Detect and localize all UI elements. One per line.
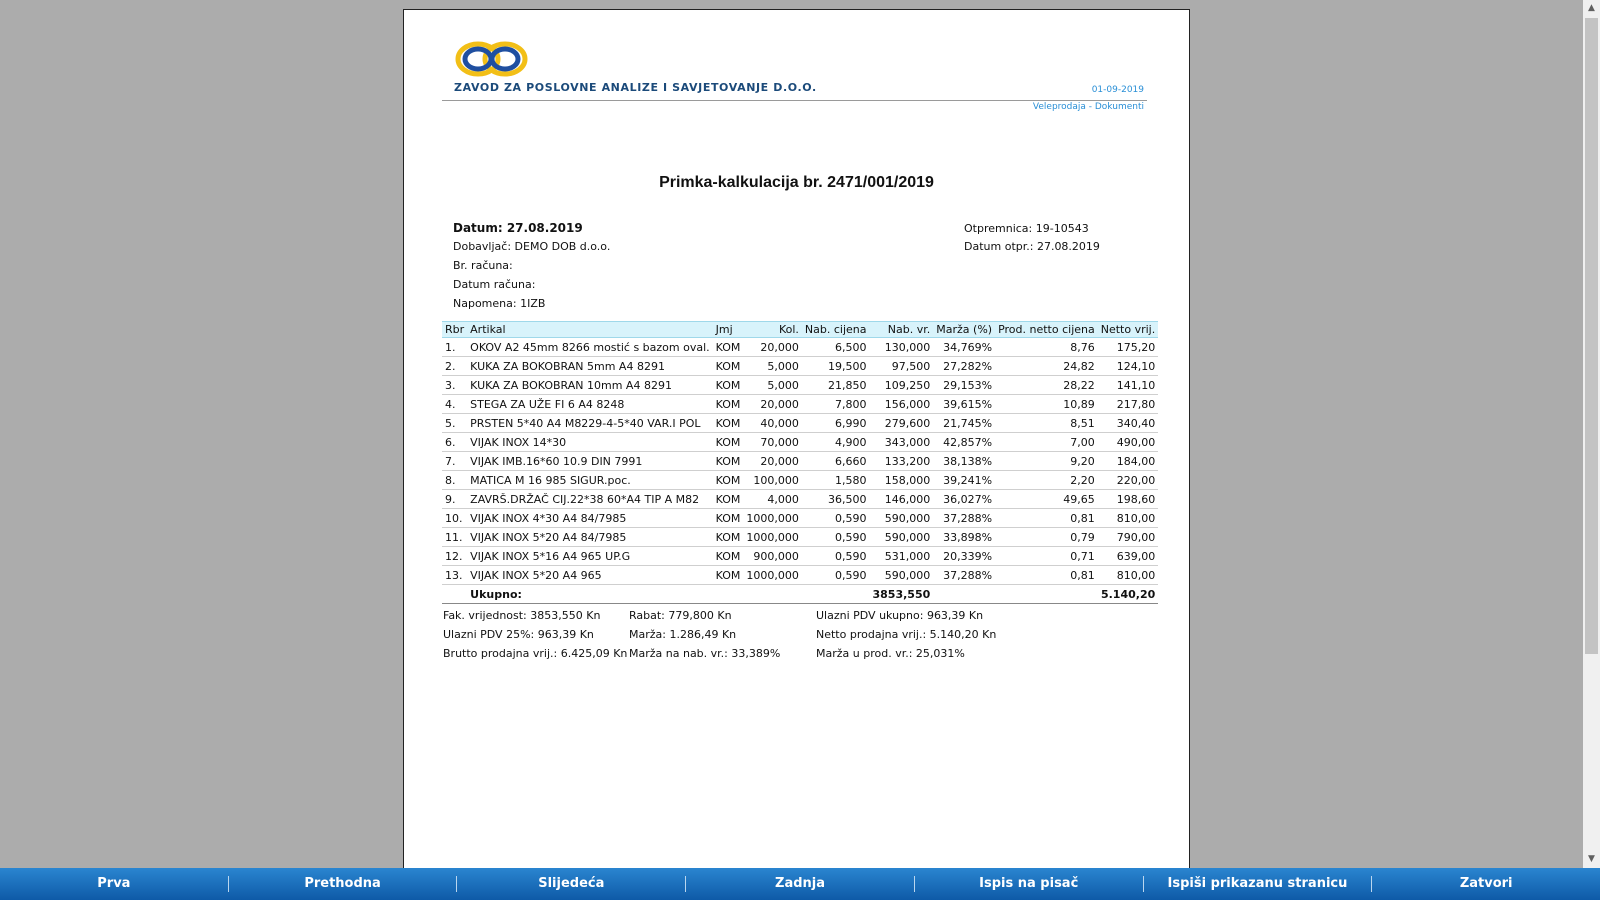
print-date: 01-09-2019 (1091, 85, 1144, 95)
table-cell: 184,00 (1098, 452, 1159, 471)
table-cell: VIJAK INOX 5*16 A4 965 UP.G (467, 547, 712, 566)
table-cell: 109,250 (870, 376, 934, 395)
table-cell: 490,00 (1098, 433, 1159, 452)
table-cell: 100,000 (743, 471, 802, 490)
table-cell: 343,000 (870, 433, 934, 452)
table-cell: 198,60 (1098, 490, 1159, 509)
table-cell: 7. (442, 452, 467, 471)
table-cell: KUKA ZA BOKOBRAN 10mm A4 8291 (467, 376, 712, 395)
table-cell: 8,76 (995, 338, 1098, 357)
table-cell: 130,000 (870, 338, 934, 357)
table-cell: 1,580 (802, 471, 870, 490)
table-cell: 97,500 (870, 357, 934, 376)
table-row (442, 452, 1158, 471)
table-cell: 39,241% (933, 471, 995, 490)
table-cell: 28,22 (995, 376, 1098, 395)
table-cell: 12. (442, 547, 467, 566)
table-cell: KOM (713, 490, 744, 509)
document-title: Primka-kalkulacija br. 2471/001/2019 (659, 174, 934, 191)
table-cell: 21,745% (933, 414, 995, 433)
table-cell: 24,82 (995, 357, 1098, 376)
col-header: Netto vrij. (1098, 322, 1159, 338)
table-row (442, 566, 1158, 585)
table-cell: KOM (713, 395, 744, 414)
table-cell: 124,10 (1098, 357, 1159, 376)
table-cell: 7,800 (802, 395, 870, 414)
table-cell: 0,590 (802, 528, 870, 547)
table-cell: 49,65 (995, 490, 1098, 509)
table-cell: 141,10 (1098, 376, 1159, 395)
table-row (442, 509, 1158, 528)
col-header: Artikal (467, 322, 712, 338)
summary-ulazni-pdv-25: Ulazni PDV 25%: 963,39 Kn (443, 628, 594, 641)
table-cell: 6,500 (802, 338, 870, 357)
table-cell: 531,000 (870, 547, 934, 566)
table-cell: KOM (713, 376, 744, 395)
table-cell: 4,000 (743, 490, 802, 509)
table-cell: VIJAK INOX 5*20 A4 84/7985 (467, 528, 712, 547)
col-header: Jmj (713, 322, 744, 338)
table-cell: ZAVRŠ.DRŽAČ CIJ.22*38 60*A4 TIP A M82 (467, 490, 712, 509)
table-cell: 8. (442, 471, 467, 490)
table-cell: VIJAK INOX 5*20 A4 965 (467, 566, 712, 585)
table-cell: 0,590 (802, 509, 870, 528)
table-cell: 10,89 (995, 395, 1098, 414)
table-cell: 27,282% (933, 357, 995, 376)
table-row (442, 395, 1158, 414)
col-header: Kol. (743, 322, 802, 338)
table-cell: 6. (442, 433, 467, 452)
report-section: Veleprodaja - Dokumenti (1032, 102, 1144, 112)
col-header: Nab. vr. (870, 322, 934, 338)
table-cell: KOM (713, 528, 744, 547)
table-cell: 20,339% (933, 547, 995, 566)
table-cell: 20,000 (743, 395, 802, 414)
table-cell: 0,81 (995, 566, 1098, 585)
table-row (442, 547, 1158, 566)
table-row (442, 376, 1158, 395)
previous-page-button[interactable]: Prethodna (228, 876, 457, 892)
scroll-down-icon[interactable]: ▼ (1588, 854, 1595, 864)
total-nab-vr: 3853,550 (870, 585, 934, 604)
table-cell: 6,990 (802, 414, 870, 433)
table-cell: 9. (442, 490, 467, 509)
table-cell: KOM (713, 433, 744, 452)
table-cell: 158,000 (870, 471, 934, 490)
table-cell: VIJAK INOX 14*30 (467, 433, 712, 452)
table-cell: 340,40 (1098, 414, 1159, 433)
scroll-up-icon[interactable]: ▲ (1588, 3, 1595, 13)
total-label: Ukupno: (467, 585, 712, 604)
table-cell: KUKA ZA BOKOBRAN 5mm A4 8291 (467, 357, 712, 376)
table-row (442, 490, 1158, 509)
supplier: Dobavljač: DEMO DOB d.o.o. (453, 240, 611, 253)
table-cell: 220,00 (1098, 471, 1159, 490)
table-cell: KOM (713, 566, 744, 585)
table-cell: 4. (442, 395, 467, 414)
table-cell: 4,900 (802, 433, 870, 452)
table-cell: 790,00 (1098, 528, 1159, 547)
table-cell: 37,288% (933, 566, 995, 585)
summary-netto-prodajna: Netto prodajna vrij.: 5.140,20 Kn (816, 628, 997, 641)
total-netto: 5.140,20 (1098, 585, 1159, 604)
invoice-number: Br. računa: (453, 259, 513, 272)
next-page-button[interactable]: Slijedeća (456, 876, 685, 892)
table-cell: 639,00 (1098, 547, 1159, 566)
table-cell: 70,000 (743, 433, 802, 452)
close-button[interactable]: Zatvori (1371, 876, 1600, 892)
header-divider (442, 100, 1147, 101)
table-cell: 1000,000 (743, 566, 802, 585)
table-cell: 6,660 (802, 452, 870, 471)
scroll-thumb[interactable] (1585, 18, 1598, 654)
table-cell: 175,20 (1098, 338, 1159, 357)
table-cell: 590,000 (870, 509, 934, 528)
table-cell: 0,590 (802, 566, 870, 585)
table-cell: 590,000 (870, 566, 934, 585)
table-cell: 1000,000 (743, 528, 802, 547)
col-header: Prod. netto cijena (995, 322, 1098, 338)
last-page-button[interactable]: Zadnja (685, 876, 914, 892)
document-date: Datum: 27.08.2019 (453, 221, 583, 235)
table-cell: 156,000 (870, 395, 934, 414)
table-cell: 900,000 (743, 547, 802, 566)
total-row (442, 585, 1158, 604)
items-table (442, 321, 1158, 604)
table-cell: 133,200 (870, 452, 934, 471)
table-cell: 1. (442, 338, 467, 357)
summary-marza: Marža: 1.286,49 Kn (629, 628, 737, 641)
table-cell: 20,000 (743, 338, 802, 357)
col-header: Rbr (442, 322, 467, 338)
table-cell: OKOV A2 45mm 8266 mostić s bazom oval. (467, 338, 712, 357)
note: Napomena: 1IZB (453, 297, 546, 310)
table-cell: 0,81 (995, 509, 1098, 528)
table-cell: MATICA M 16 985 SIGUR.poc. (467, 471, 712, 490)
table-cell: 29,153% (933, 376, 995, 395)
table-cell: 5,000 (743, 376, 802, 395)
table-cell: VIJAK IMB.16*60 10.9 DIN 7991 (467, 452, 712, 471)
table-cell: 3. (442, 376, 467, 395)
table-cell: 20,000 (743, 452, 802, 471)
report-page (403, 9, 1190, 868)
table-cell: KOM (713, 547, 744, 566)
table-cell: 11. (442, 528, 467, 547)
summary-marza-nab: Marža na nab. vr.: 33,389% (629, 647, 781, 660)
table-row (442, 528, 1158, 547)
table-cell: KOM (713, 452, 744, 471)
table-cell: 36,500 (802, 490, 870, 509)
table-row (442, 433, 1158, 452)
table-cell: 217,80 (1098, 395, 1159, 414)
table-cell: 13. (442, 566, 467, 585)
table-cell: 34,769% (933, 338, 995, 357)
company-name: ZAVOD ZA POSLOVNE ANALIZE I SAVJETOVANJE D.O.O. (454, 81, 817, 94)
table-cell: 10. (442, 509, 467, 528)
company-logo-icon (453, 39, 533, 79)
col-header: Marža (%) (933, 322, 995, 338)
delivery-date: Datum otpr.: 27.08.2019 (964, 240, 1100, 253)
table-row (442, 414, 1158, 433)
table-cell: KOM (713, 357, 744, 376)
table-cell: 146,000 (870, 490, 934, 509)
table-cell: 810,00 (1098, 509, 1159, 528)
summary-brutto-prodajna: Brutto prodajna vrij.: 6.425,09 Kn (443, 647, 628, 660)
summary-fak-vrijednost: Fak. vrijednost: 3853,550 Kn (443, 609, 601, 622)
table-cell: 37,288% (933, 509, 995, 528)
summary-ulazni-pdv-ukupno: Ulazni PDV ukupno: 963,39 Kn (816, 609, 984, 622)
summary-rabat: Rabat: 779,800 Kn (629, 609, 732, 622)
table-cell: 36,027% (933, 490, 995, 509)
table-cell: KOM (713, 471, 744, 490)
table-cell: 1000,000 (743, 509, 802, 528)
table-cell: 810,00 (1098, 566, 1159, 585)
table-cell: 21,850 (802, 376, 870, 395)
print-current-page-button[interactable]: Ispiši prikazanu stranicu (1143, 876, 1372, 892)
table-row (442, 471, 1158, 490)
vertical-scrollbar[interactable] (1583, 0, 1600, 868)
table-header-row (442, 322, 1158, 338)
table-cell: 5,000 (743, 357, 802, 376)
table-cell: 38,138% (933, 452, 995, 471)
table-cell: 279,600 (870, 414, 934, 433)
delivery-note: Otpremnica: 19-10543 (964, 222, 1089, 235)
table-cell: VIJAK INOX 4*30 A4 84/7985 (467, 509, 712, 528)
table-cell: 0,71 (995, 547, 1098, 566)
summary-marza-prod: Marža u prod. vr.: 25,031% (816, 647, 965, 660)
table-cell: STEGA ZA UŽE FI 6 A4 8248 (467, 395, 712, 414)
table-cell: 9,20 (995, 452, 1098, 471)
table-cell: 7,00 (995, 433, 1098, 452)
table-cell: 39,615% (933, 395, 995, 414)
table-cell: 8,51 (995, 414, 1098, 433)
table-cell: 2,20 (995, 471, 1098, 490)
print-button[interactable]: Ispis na pisač (914, 876, 1143, 892)
table-cell: 42,857% (933, 433, 995, 452)
navigation-toolbar (0, 868, 1600, 900)
invoice-date: Datum računa: (453, 278, 536, 291)
table-cell: KOM (713, 338, 744, 357)
table-cell: 5. (442, 414, 467, 433)
table-cell: 2. (442, 357, 467, 376)
table-cell: 0,79 (995, 528, 1098, 547)
table-cell: 40,000 (743, 414, 802, 433)
table-cell: 590,000 (870, 528, 934, 547)
table-cell: 19,500 (802, 357, 870, 376)
table-row (442, 338, 1158, 357)
table-cell: KOM (713, 509, 744, 528)
first-page-button[interactable]: Prva (97, 876, 131, 891)
table-cell: 33,898% (933, 528, 995, 547)
table-cell: PRSTEN 5*40 A4 M8229-4-5*40 VAR.I POL (467, 414, 712, 433)
table-cell: KOM (713, 414, 744, 433)
col-header: Nab. cijena (802, 322, 870, 338)
table-cell: 0,590 (802, 547, 870, 566)
table-row (442, 357, 1158, 376)
